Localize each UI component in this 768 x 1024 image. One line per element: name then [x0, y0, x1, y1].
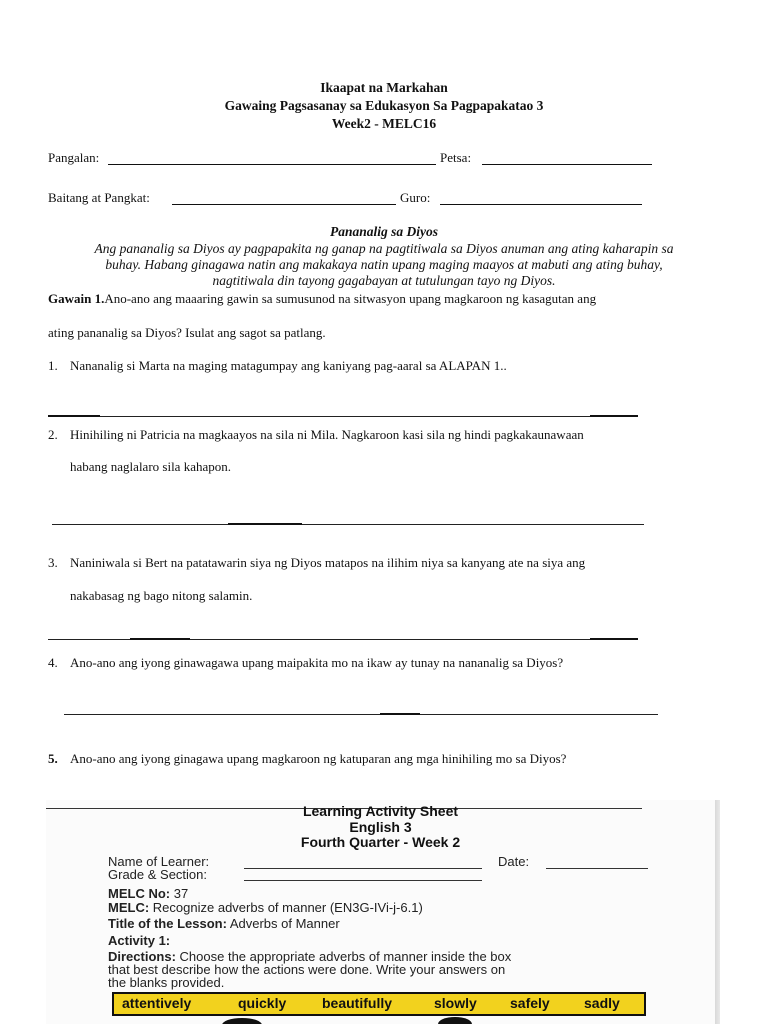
adverb-word: quickly: [238, 995, 287, 1011]
activity-1-label: Activity 1:: [108, 933, 171, 948]
directions-label: Directions:: [108, 949, 176, 964]
melc-text: Recognize adverbs of manner (EN3G-IVi-j-6.1): [152, 900, 423, 915]
name-field[interactable]: [108, 164, 436, 165]
melc-number-row: [108, 886, 188, 901]
sheet-title: Learning Activity Sheet: [302, 803, 459, 819]
activity-instruction-1: Ano-ano ang maaaring gawin sa sumusunod na sitwasyon upang magkaroon ng kasagutan ang: [104, 291, 597, 306]
lesson-title-label: Title of the Lesson:: [108, 916, 227, 931]
question-2-number: 2.: [48, 427, 58, 442]
answer-line-1-accent: [48, 415, 100, 417]
answer-line-4-accent: [380, 713, 420, 715]
intro-line-3: nagtitiwala din tayong gagabayan at tutulungan tayo ng Diyos.: [212, 273, 556, 288]
question-5-text: Ano-ano ang iyong ginagawa upang magkaroon ng katuparan ang mga hinihiling mo sa Diyos?: [70, 751, 567, 766]
question-3-number: 3.: [48, 555, 58, 570]
section-label: Baitang at Pangkat:: [48, 190, 150, 205]
melc-number-label: MELC No:: [108, 886, 171, 901]
lesson-title-row: [108, 916, 340, 931]
adverb-word: attentively: [122, 995, 192, 1011]
answer-line-1[interactable]: [48, 416, 638, 417]
directions-text-2: that best describe how the actions were done. Write your answers on: [108, 962, 506, 977]
question-2-text-2: habang naglalaro sila kahapon.: [70, 459, 231, 474]
section-field[interactable]: [172, 204, 396, 205]
question-4-number: 4.: [48, 655, 58, 670]
lesson-title-text: Adverbs of Manner: [229, 916, 340, 931]
adverb-word-box: [112, 992, 646, 1016]
teacher-label: Guro:: [400, 190, 431, 205]
lesson-title: Pananalig sa Diyos: [329, 224, 438, 239]
date-label: Petsa:: [440, 150, 472, 165]
header-line-2: Gawaing Pagsasanay sa Edukasyon Sa Pagpapakatao 3: [224, 98, 544, 113]
answer-line-3-accent: [130, 638, 190, 640]
teacher-field[interactable]: [440, 204, 642, 205]
activity-instruction-2: ating pananalig sa Diyos? Isulat ang sagot sa patlang.: [48, 325, 326, 340]
directions-text-3: the blanks provided.: [108, 975, 225, 990]
illustration-fragment: [438, 1017, 472, 1024]
answer-line-4[interactable]: [64, 714, 658, 715]
melc-row: [108, 900, 423, 915]
header-line-3: Week2 - MELC16: [331, 116, 437, 131]
melc-number: 37: [173, 886, 189, 901]
grade-section-label: Grade & Section:: [108, 867, 207, 882]
english-worksheet: [46, 800, 715, 1024]
question-1-number: 1.: [48, 358, 58, 373]
grade-section-field[interactable]: [244, 880, 482, 881]
learner-name-field[interactable]: [244, 868, 482, 869]
directions-text-1: Choose the appropriate adverbs of manner inside the box: [179, 949, 512, 964]
sheet-subject: English 3: [349, 819, 412, 835]
question-4-text: Ano-ano ang iyong ginawagawa upang maipakita mo na ikaw ay tunay na nananalig sa Diyos?: [70, 655, 564, 670]
answer-line-3-accent: [590, 638, 638, 640]
header-line-1: Ikaapat na Markahan: [320, 80, 448, 95]
learner-date-field[interactable]: [546, 868, 648, 869]
intro-line-2: buhay. Habang ginagawa natin ang makakaya natin upang maging maayos at mabuti ang ating buhay,: [105, 257, 663, 272]
question-3-text-1: Naniniwala si Bert na patatawarin siya ng Diyos matapos na ilihim niya sa kanyang ate na siya ang: [70, 555, 586, 570]
adverb-word: safely: [510, 995, 550, 1011]
question-5-number: 5.: [48, 751, 58, 766]
answer-line-2-accent: [228, 523, 302, 525]
activity-label: Gawain 1.: [48, 291, 105, 306]
question-3-text-2: nakabasag ng bago nitong salamin.: [70, 588, 253, 603]
activity-instruction: [48, 291, 596, 307]
question-1-text: Nananalig si Marta na maging matagumpay ang kaniyang pag-aaral sa ALAPAN 1..: [70, 358, 507, 373]
name-label: Pangalan:: [48, 150, 100, 165]
answer-line-2[interactable]: [52, 524, 644, 525]
question-2-text-1: Hinihiling ni Patricia na magkaayos na sila ni Mila. Nagkaroon kasi sila ng hindi pagkakaunawaan: [70, 427, 584, 442]
learner-date-label: Date:: [498, 854, 530, 869]
sheet-quarter: Fourth Quarter - Week 2: [300, 834, 461, 850]
adverb-word: beautifully: [322, 995, 393, 1011]
melc-label: MELC:: [108, 900, 150, 915]
illustration-fragment: [222, 1018, 262, 1024]
adverb-word: sadly: [584, 995, 620, 1011]
date-field[interactable]: [482, 164, 652, 165]
answer-line-1-accent: [590, 415, 638, 417]
learner-name-label: Name of Learner:: [108, 854, 210, 869]
intro-line-1: Ang pananalig sa Diyos ay pagpapakita ng ganap na pagtitiwala sa Diyos anuman ang ating kaharapin sa: [94, 241, 674, 256]
adverb-word: slowly: [434, 995, 477, 1011]
